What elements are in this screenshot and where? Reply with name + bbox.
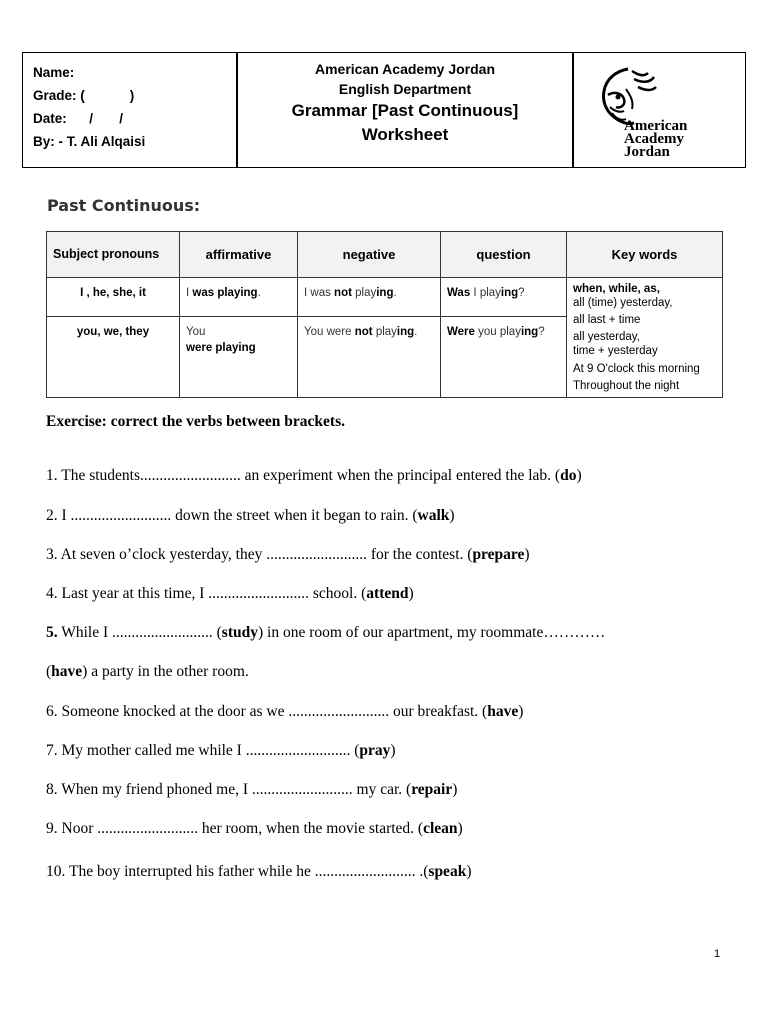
grade-label: Grade: ( ) <box>33 88 135 103</box>
page-number: 1 <box>714 948 721 960</box>
header-affirmative: affirmative <box>180 232 298 278</box>
header-question: question <box>441 232 567 278</box>
question-cell: Were you playing? <box>441 316 567 397</box>
affirmative-cell: You were playing <box>180 316 298 397</box>
school-logo-box <box>573 52 746 168</box>
question-line: 7. My mother called me while I ........................... (pray) <box>46 742 396 759</box>
header-key-words: Key words <box>567 232 723 278</box>
subject-cell: I , he, she, it <box>47 278 180 317</box>
question-line: 2. I .......................... down the street when it began to rain. (walk) <box>46 507 455 524</box>
exercise-heading: Exercise: correct the verbs between brackets. <box>46 413 345 430</box>
header-negative: negative <box>298 232 441 278</box>
question-line: 4. Last year at this time, I .......................... school. (attend) <box>46 585 414 602</box>
table-header-row <box>47 232 723 278</box>
logo-text-american: American <box>624 118 688 134</box>
question-line: 6. Someone knocked at the door as we .......................... our breakfast. (have) <box>46 703 524 720</box>
negative-cell: I was not playing. <box>298 278 441 317</box>
name-label: Name: <box>33 65 75 80</box>
subject-cell: you, we, they <box>47 316 180 397</box>
table-row <box>47 278 723 317</box>
school-name: American Academy Jordan <box>315 61 495 77</box>
section-title: Past Continuous: <box>47 196 201 215</box>
question-cell: Was I playing? <box>441 278 567 317</box>
question-line: 8. When my friend phoned me, I .......................... my car. (repair) <box>46 781 458 798</box>
negative-cell: You were not playing. <box>298 316 441 397</box>
question-line: 3. At seven o’clock yesterday, they .......................... for the contest. (prepare) <box>46 546 530 563</box>
question-line: (have) a party in the other room. <box>46 663 249 680</box>
keyword-item: time + yesterday <box>573 345 658 357</box>
question-line: 1. The students.......................... an experiment when the principal entered the lab. (do) <box>46 467 582 484</box>
keyword-item: Throughout the night <box>573 380 680 392</box>
affirmative-cell: I was playing. <box>180 278 298 317</box>
worksheet-type: Worksheet <box>361 125 449 144</box>
worksheet-subject: Grammar [Past Continuous] <box>291 101 519 120</box>
date-label: Date: / / <box>33 111 124 126</box>
question-line: 5. While I .......................... (study) in one room of our apartment, my roommate………… <box>46 624 606 641</box>
keyword-item: At 9 O'clock this morning <box>573 363 700 375</box>
keyword-item: all last + time <box>573 314 641 326</box>
keyword-item: all yesterday, <box>573 331 640 343</box>
keyword-item: all (time) yesterday, <box>573 297 673 309</box>
department-name: English Department <box>338 81 472 97</box>
student-info-box <box>22 52 237 168</box>
author-label: By: - T. Ali Alqaisi <box>33 134 146 149</box>
header-subject-pronouns: Subject pronouns <box>47 232 180 278</box>
logo-text-jordan: Jordan <box>624 144 670 160</box>
question-line: 9. Noor .......................... her room, when the movie started. (clean) <box>46 820 463 837</box>
worksheet-title-box <box>237 52 573 168</box>
logo-text-academy: Academy <box>624 131 684 147</box>
grammar-table <box>46 231 723 398</box>
keyword-item: when, while, as, <box>573 283 660 295</box>
key-words-cell <box>567 278 723 398</box>
question-line: 10. The boy interrupted his father while he .......................... .(speak) <box>46 863 472 880</box>
